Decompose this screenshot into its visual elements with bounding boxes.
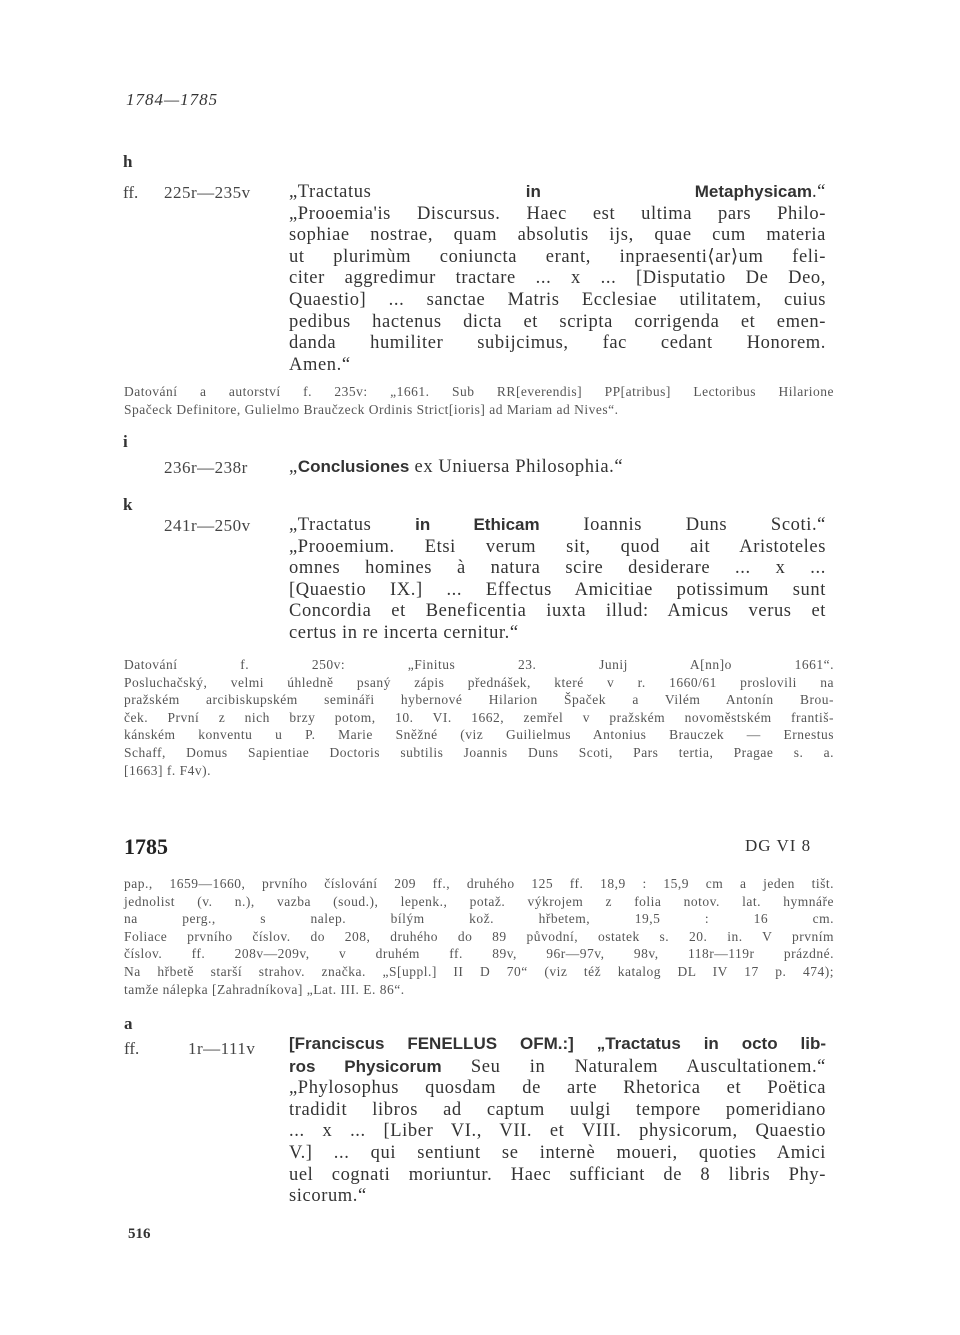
text-run: „ bbox=[289, 457, 298, 477]
folio-range: 236r—238r bbox=[164, 458, 248, 477]
text-line bbox=[289, 601, 826, 623]
text-run: Ioannis Duns Scoti.“ bbox=[539, 515, 826, 535]
folio-range: 1r—111v bbox=[188, 1039, 256, 1058]
text-line bbox=[289, 456, 826, 479]
note-line: pražském arcibiskupském semináři hybernové Hilarion Špaček a Vilém Antonín Brou- bbox=[124, 692, 834, 708]
note-line: Datování f. 250v: „Finitus 23. Junij A[nn]o 1661“. bbox=[124, 657, 834, 672]
note-line: [1663] f. F4v). bbox=[124, 762, 211, 778]
text-line bbox=[289, 181, 826, 204]
physical-description bbox=[124, 875, 834, 998]
text-run: tradidit libros ad captum uulgi tempore pomeridiano bbox=[289, 1099, 826, 1120]
text-run: Amen.“ bbox=[289, 354, 351, 375]
text-line bbox=[289, 247, 826, 269]
text-line bbox=[289, 623, 826, 645]
text-run: „Prooemium. Etsi verum sit, quod ait Aristoteles bbox=[289, 536, 826, 557]
text-run: sophiae nostrae, quam absolutis ijs, quae cum materia bbox=[289, 225, 826, 246]
bold-run: [Franciscus FENELLUS OFM.:] „Tractatus in octo lib- bbox=[289, 1034, 826, 1053]
text-line bbox=[289, 580, 826, 602]
text-run: uel cognati moriuntur. Haec sufficiant de 8 libris Phy- bbox=[289, 1164, 826, 1185]
running-head: 1784—1785 bbox=[126, 90, 219, 109]
note-line: pap., 1659—1660, prvního číslování 209 ff., druhého 125 ff. 18,9 : 15,9 cm a jeden tišt. bbox=[124, 876, 834, 891]
note-line: jednolist (v. n.), vazba (soud.), lepenk., potaž. výkrojem z folia notov. lat. hymnáře bbox=[124, 893, 834, 909]
text-line bbox=[289, 1186, 826, 1208]
text-line bbox=[289, 355, 826, 377]
text-line bbox=[289, 1056, 826, 1079]
text-line bbox=[289, 1033, 826, 1056]
item-letter-k: k bbox=[123, 495, 133, 514]
text-line bbox=[289, 225, 826, 247]
text-line bbox=[289, 1143, 826, 1165]
page-number: 516 bbox=[128, 1226, 151, 1242]
text-line bbox=[289, 312, 826, 334]
item-letter-a: a bbox=[124, 1014, 133, 1033]
note-line: Schaff, Domus Sapientiae Doctoris subtilis Joannis Duns Scoti, Pars tertia, Pragae s. a. bbox=[124, 744, 834, 760]
dating-note bbox=[124, 383, 834, 418]
text-run: omnes homines à natura scire desiderare ... x ... bbox=[289, 558, 826, 579]
text-run: ut plurimùm coniuncta erant, inpraesenti⟨ar⟩um feli- bbox=[289, 246, 826, 267]
text-run: „Tractatus bbox=[289, 515, 416, 535]
note-line: tamže nálepka [Zahradníkova] „Lat. III. E. 86“. bbox=[124, 981, 405, 997]
text-line bbox=[289, 537, 826, 559]
note-line: číslov. ff. 208v—209v, v druhém ff. 89v, 96r—97v, 98v, 118r—119r prázdné. bbox=[124, 946, 834, 962]
text-run: „Tractatus bbox=[289, 182, 526, 202]
text-run: pedibus hactenus dicta et scripta corrigenda et emen- bbox=[289, 311, 826, 332]
text-run: „Phylosophus quosdam de arte Rhetorica et Poëtica bbox=[289, 1078, 826, 1099]
entry-text bbox=[289, 514, 826, 645]
bold-run: Conclusiones bbox=[297, 457, 410, 476]
entry-text bbox=[289, 456, 826, 479]
bold-run: ros Physicorum bbox=[289, 1056, 442, 1076]
text-line bbox=[289, 558, 826, 580]
text-line bbox=[289, 1078, 826, 1100]
text-run: ex Uniuersa Philosophia.“ bbox=[409, 457, 624, 477]
note-line: Na hřbetě starší strahov. značka. „S[uppl.] II D 70“ (viz též katalog DL IV 17 p. 474); bbox=[124, 963, 834, 979]
text-run: „Prooemia'is Discursus. Haec est ultima pars Philo- bbox=[289, 203, 826, 224]
note-line: Spačeck Definitore, Gulielmo Braučzeck Ordinis Strict[ioris] ad Mariam ad Nives“. bbox=[124, 401, 619, 417]
text-line bbox=[289, 1165, 826, 1187]
text-run: Quaestio] ... sanctae Matris Ecclesiae utilitatem, cuius bbox=[289, 289, 826, 310]
note-line: Datování a autorství f. 235v: „1661. Sub RR[everendis] PP[atribus] Lectoribus Hilarione bbox=[124, 384, 834, 399]
text-run: V.] ... qui sentiunt se internè moueri, quoties Amici bbox=[289, 1142, 826, 1163]
text-run: ... x ... [Liber VI., VII. et VIII. physicorum, Quaestio bbox=[289, 1121, 826, 1142]
text-run: danda humiliter subijcimus, fac cedant Honorem. bbox=[289, 333, 826, 354]
bold-run: in Metaphysicam bbox=[525, 182, 812, 201]
entry-number: 1785 bbox=[124, 834, 168, 859]
bold-run: in Ethicam bbox=[415, 515, 540, 534]
ff-label: ff. bbox=[124, 1039, 140, 1058]
dating-note bbox=[124, 656, 834, 779]
text-line bbox=[289, 333, 826, 355]
ff-label: ff. bbox=[123, 183, 139, 202]
text-run: citer aggredimur tractare ... x ... [Disputatio De Deo, bbox=[289, 268, 826, 289]
text-run: Seu in Naturalem Auscultationem.“ bbox=[441, 1056, 826, 1077]
item-letter-i: i bbox=[123, 432, 128, 451]
note-line: Posluchačský, velmi úhledně psaný zápis přednášek, které v r. 1660/61 proslovili na bbox=[124, 674, 834, 690]
note-line: na perg., s nalep. bílým kož. hřbetem, 19,5 : 16 cm. bbox=[124, 911, 834, 927]
entry-text bbox=[289, 181, 826, 376]
text-line bbox=[289, 514, 826, 537]
item-letter-h: h bbox=[123, 152, 133, 171]
folio-range: 241r—250v bbox=[164, 516, 251, 535]
text-run: .“ bbox=[811, 182, 826, 202]
text-run: [Quaestio IX.] ... Effectus Amicitiae potissimum sunt bbox=[289, 579, 826, 600]
note-line: ček. První z nich brzy potom, 10. VI. 1662, zemřel v pražském novoměstském františ- bbox=[124, 709, 834, 725]
shelfmark: DG VI 8 bbox=[745, 836, 812, 855]
text-line bbox=[289, 1121, 826, 1143]
text-run: Concordia et Beneficentia iuxta illud: Amicus verus et bbox=[289, 601, 826, 622]
text-line bbox=[289, 204, 826, 226]
text-line bbox=[289, 290, 826, 312]
entry-text bbox=[289, 1033, 826, 1208]
folio-range: 225r—235v bbox=[164, 183, 251, 202]
text-run: certus in re incerta cernitur.“ bbox=[289, 622, 519, 643]
note-line: kánském konventu u P. Marie Sněžné (viz Guilielmus Antonius Brauczek — Ernestus bbox=[124, 727, 834, 743]
note-line: Foliace prvního číslov. do 208, druhého do 89 původní, ostatek s. 20. in. V prvním bbox=[124, 928, 834, 944]
text-line bbox=[289, 1100, 826, 1122]
text-run: sicorum.“ bbox=[289, 1186, 367, 1207]
text-line bbox=[289, 268, 826, 290]
